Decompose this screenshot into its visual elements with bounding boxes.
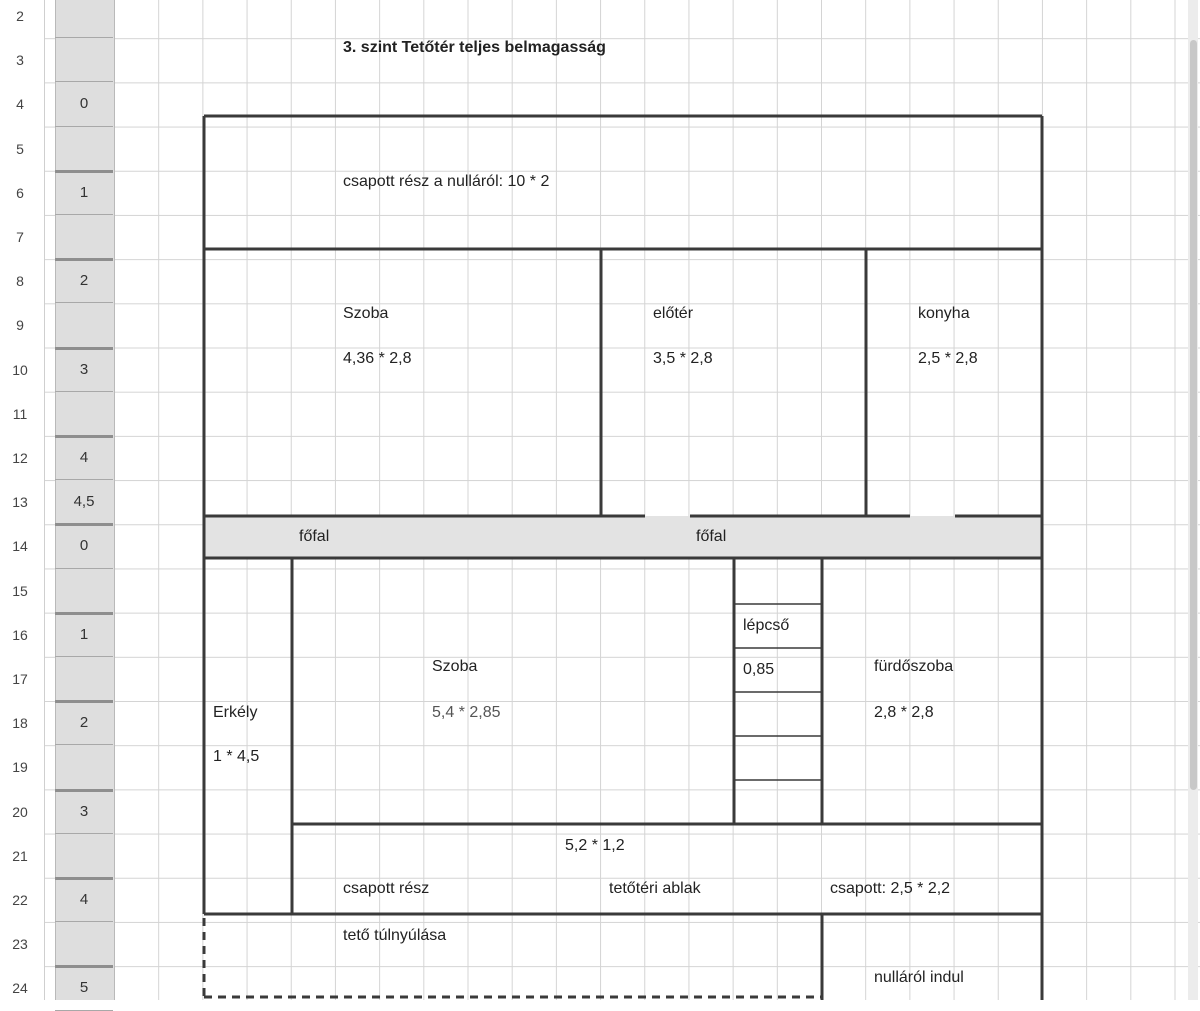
overhang-label: tető túlnyúlása [343, 927, 447, 944]
room-szoba-bottom-name: Szoba [432, 658, 478, 675]
row-number[interactable]: 21 [12, 847, 28, 864]
low-strip-right-label: csapott: 2,5 * 2,2 [830, 880, 951, 897]
column-a-cell[interactable]: 3 [79, 360, 89, 378]
row-number[interactable]: 2 [16, 8, 24, 24]
room-konyha-name: konyha [918, 305, 970, 322]
zero-start-label: nulláról indul [874, 969, 964, 986]
column-a-cell[interactable]: 0 [79, 537, 89, 555]
room-erkely-name: Erkély [213, 704, 258, 721]
column-a-cell[interactable]: 5 [79, 979, 89, 997]
room-szoba-top-size: 4,36 * 2,8 [343, 350, 412, 367]
row-number[interactable]: 24 [12, 980, 28, 997]
low-strip-size: 5,2 * 1,2 [565, 837, 625, 854]
row-number[interactable]: 3 [16, 52, 24, 69]
room-szoba-top-name: Szoba [343, 305, 389, 322]
row-number[interactable]: 10 [12, 361, 28, 378]
room-eloter-name: előtér [653, 305, 694, 322]
row-number[interactable]: 11 [12, 405, 28, 422]
column-a-cell[interactable]: 3 [79, 802, 89, 820]
column-a-cell[interactable]: 4 [79, 891, 89, 908]
column-a-cell[interactable]: 0 [79, 95, 89, 113]
room-konyha-size: 2,5 * 2,8 [918, 350, 978, 367]
main-wall-label-right: főfal [696, 528, 727, 545]
row-number[interactable]: 13 [12, 494, 28, 511]
row-number[interactable]: 8 [16, 273, 24, 290]
row-number[interactable]: 7 [16, 229, 24, 245]
row-number[interactable]: 14 [12, 538, 28, 555]
vertical-scrollbar-thumb[interactable] [1190, 40, 1197, 790]
stair-name: lépcső [743, 617, 790, 634]
stair-size: 0,85 [743, 661, 775, 678]
main-wall-band [204, 516, 1042, 558]
row-number[interactable]: 9 [16, 317, 24, 334]
column-a-cell[interactable]: 4 [79, 449, 89, 466]
row-number[interactable]: 17 [12, 671, 28, 687]
low-strip-mid-label: tetőtéri ablak [609, 880, 701, 897]
room-eloter-size: 3,5 * 2,8 [653, 350, 713, 367]
row-number[interactable]: 16 [12, 626, 28, 643]
column-a-cell[interactable]: 1 [79, 183, 89, 201]
column-a-cell[interactable]: 2 [79, 272, 89, 290]
column-a-cell[interactable]: 1 [79, 625, 89, 643]
column-a-cell[interactable]: 2 [79, 714, 89, 732]
room-furdo-name: fürdőszoba [874, 658, 954, 675]
room-szoba-bottom-size: 5,4 * 2,85 [432, 704, 501, 721]
column-a-row-divider [55, 1010, 113, 1011]
column-a-cell[interactable]: 4,5 [73, 493, 95, 511]
room-erkely-size: 1 * 4,5 [213, 748, 260, 765]
row-number[interactable]: 18 [12, 715, 28, 732]
plan-title: 3. szint Tetőtér teljes belmagasság [343, 39, 606, 56]
row-number[interactable]: 4 [16, 96, 24, 113]
row-number[interactable]: 5 [16, 140, 24, 157]
low-strip-left-label: csapott rész [343, 880, 430, 897]
top-strip-label: csapott rész a nulláról: 10 * 2 [343, 173, 550, 190]
row-number[interactable]: 19 [12, 759, 28, 776]
row-number[interactable]: 15 [12, 582, 28, 599]
room-furdo-size: 2,8 * 2,8 [874, 704, 934, 721]
row-number[interactable]: 22 [12, 892, 28, 908]
row-number[interactable]: 6 [16, 184, 24, 201]
row-number[interactable]: 23 [12, 936, 28, 953]
row-number[interactable]: 12 [12, 450, 28, 466]
main-wall-label-left: főfal [299, 528, 330, 545]
row-number[interactable]: 20 [12, 803, 28, 820]
